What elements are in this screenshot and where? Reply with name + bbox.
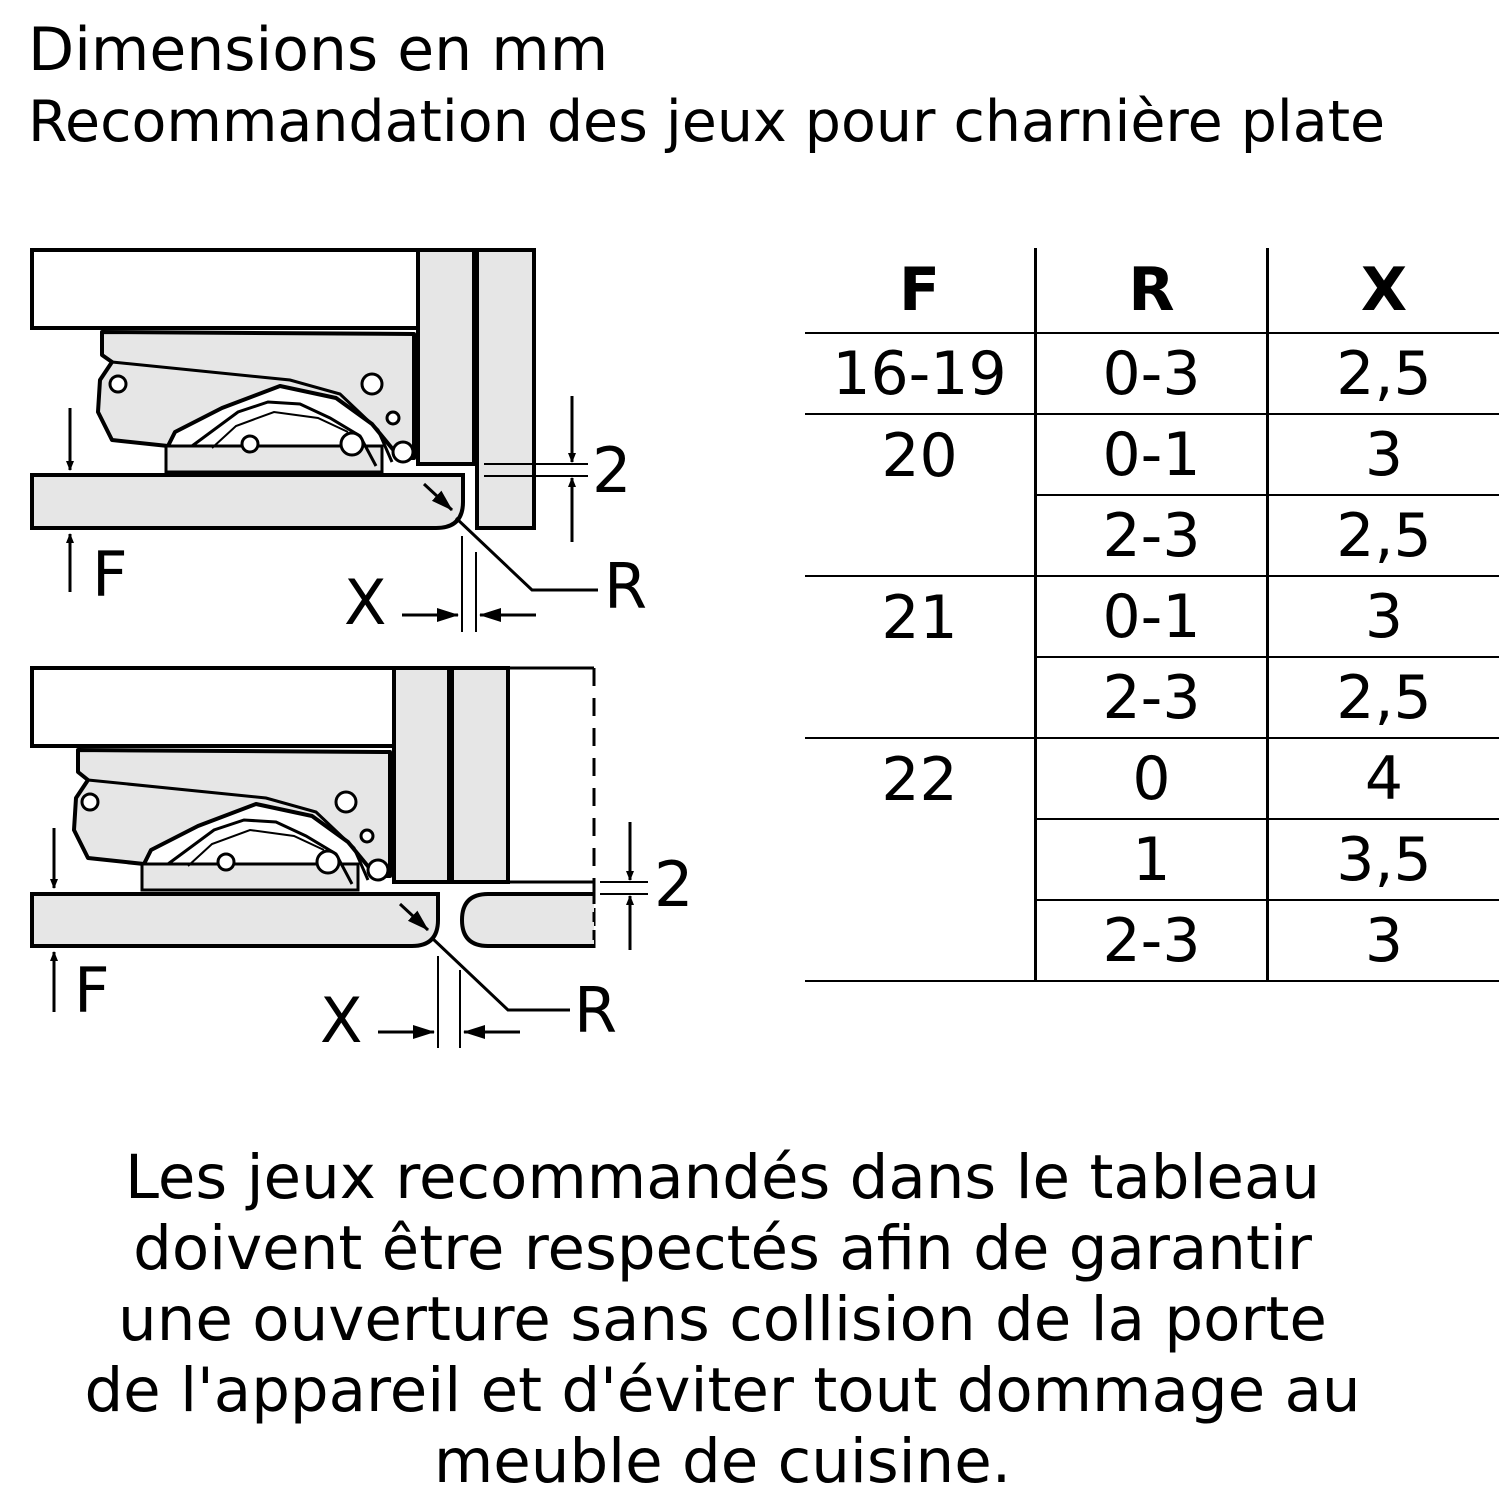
radius-label-r: R <box>604 550 648 623</box>
cell-x: 3,5 <box>1268 819 1500 900</box>
cell-x: 2,5 <box>1268 657 1500 738</box>
note-line: une ouverture sans collision de la porte <box>118 1284 1327 1355</box>
cell-f: 20 <box>805 414 1036 576</box>
column-header-r: R <box>1036 248 1268 333</box>
cabinet-panel <box>32 250 418 328</box>
table-row <box>805 738 1499 819</box>
gap-label-x: X <box>344 566 387 639</box>
cell-x: 2,5 <box>1268 495 1500 576</box>
cell-r: 2-3 <box>1036 495 1268 576</box>
cell-r: 2-3 <box>1036 657 1268 738</box>
table-header-row <box>805 248 1499 333</box>
note-line: meuble de cuisine. <box>433 1426 1012 1497</box>
hinge-diagram-2 <box>32 668 693 1057</box>
table-row <box>805 576 1499 657</box>
column-header-x: X <box>1268 248 1500 333</box>
dimension-label-f: F <box>74 954 110 1027</box>
door-panel <box>32 475 463 528</box>
cell-x: 3 <box>1268 900 1500 981</box>
gap-label-x: X <box>320 984 363 1057</box>
cell-x: 4 <box>1268 738 1500 819</box>
dimension-label-f: F <box>92 538 128 611</box>
cabinet-panel <box>32 668 394 746</box>
cell-r: 0 <box>1036 738 1268 819</box>
note-text <box>0 1142 1445 1497</box>
cell-x: 3 <box>1268 576 1500 657</box>
gap-label-2: 2 <box>592 434 632 507</box>
cell-x: 3 <box>1268 414 1500 495</box>
note-line: Les jeux recommandés dans le tableau <box>124 1142 1320 1213</box>
column-header-f: F <box>805 248 1036 333</box>
page-title: Dimensions en mm <box>28 15 609 85</box>
appliance-door-panel <box>462 894 594 946</box>
cell-r: 1 <box>1036 819 1268 900</box>
gap-label-2: 2 <box>654 848 694 921</box>
radius-label-r: R <box>574 974 618 1047</box>
cabinet-side-panel <box>418 250 474 464</box>
hinge-diagram-1 <box>32 250 647 639</box>
cell-f: 21 <box>805 576 1036 738</box>
appliance-side-panel <box>477 250 534 528</box>
cell-r: 0-3 <box>1036 333 1268 414</box>
note-line: de l'appareil et d'éviter tout dommage au <box>84 1355 1361 1426</box>
table-row <box>805 333 1499 414</box>
page-subtitle: Recommandation des jeux pour charnière plate <box>28 89 1386 155</box>
cell-r: 2-3 <box>1036 900 1268 981</box>
appliance-side-panel <box>452 668 508 882</box>
cell-r: 0-1 <box>1036 414 1268 495</box>
cell-f: 22 <box>805 738 1036 981</box>
table-row <box>805 414 1499 495</box>
note-line: doivent être respectés afin de garantir <box>133 1213 1312 1284</box>
cell-r: 0-1 <box>1036 576 1268 657</box>
cell-x: 2,5 <box>1268 333 1500 414</box>
gap-recommendation-table <box>805 248 1499 982</box>
cabinet-side-panel <box>394 668 449 882</box>
door-panel <box>32 894 438 946</box>
cell-f: 16-19 <box>805 333 1036 414</box>
